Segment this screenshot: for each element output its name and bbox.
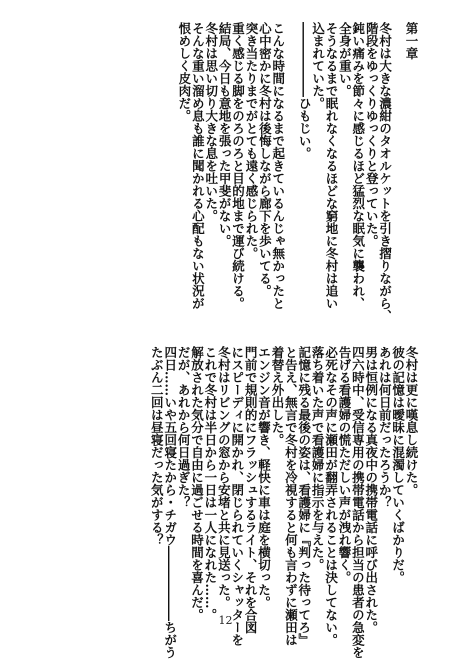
text-line: 記憶に残る最後の姿は、看護婦に『判った待ってろ』 bbox=[296, 346, 312, 646]
text-line: エンジン音が響き、軽快に車は庭を横切った。 bbox=[256, 346, 272, 609]
text-line: 冬村は思い切り大きな息を吐いた。 bbox=[203, 22, 219, 222]
text-line: そうなるまで眠れなくなるほどな窮地に冬村は追い bbox=[323, 22, 339, 310]
upper-text-block bbox=[178, 22, 419, 322]
text-line: 全身が重い。 bbox=[337, 22, 353, 97]
text-line: これで冬村は半日から一日は一人になれた……。 bbox=[202, 346, 218, 621]
text-line: 結局、今日も意地を張った甲斐がない。 bbox=[217, 22, 233, 247]
text-line: 四日……いや五回寝たから・チガウ――――――ちがう bbox=[162, 346, 178, 659]
page-number: 12 bbox=[218, 614, 233, 627]
text-line: 彼の記憶は曖昧に混濁していくばかりだ。 bbox=[390, 346, 406, 584]
text-line: 心中密かに冬村は後悔しながら廊下を歩いてる。 bbox=[257, 22, 273, 297]
text-line: 門前で規則的にフラッシュするライト、それを合図 bbox=[243, 346, 259, 634]
text-line: 恨めしく皮肉だ。 bbox=[176, 22, 192, 122]
text-line: あれは何日前だったろうか？ bbox=[377, 346, 393, 509]
blank-line bbox=[392, 22, 405, 322]
text-line: 鈍い痛みを節々に感じるほど猛烈な眠気に襲われ、 bbox=[350, 22, 366, 310]
text-line: 男は恒例になる真夜中の携帯電話に呼び出された。 bbox=[363, 346, 379, 634]
text-line: 着替え外出した。 bbox=[269, 346, 285, 446]
text-line: たぶん二回は昼寝だった気がする？ bbox=[149, 346, 165, 546]
text-line: 突き当たりまでがとても遠く感じられた。 bbox=[243, 22, 259, 260]
text-line: 四六時中、受信専用の携帯電話から担当の患者の急変を bbox=[350, 346, 366, 659]
text-line: 解放された気分で自由に過ごせる時間を喜んだ。 bbox=[189, 346, 205, 621]
text-line: そんな重い溜め息も誰に聞かれる心配もない状況が bbox=[190, 22, 206, 310]
text-line: 冬村は更に嘆息し続けた。 bbox=[404, 346, 419, 496]
text-line: こんな時間になるまで起きているんじゃ無かったと bbox=[270, 22, 286, 310]
text-line: にスピーディに開かれ、閉じられていくシャッターを bbox=[229, 346, 245, 646]
text-line: と告え、無言で冬村を冷視すると何も言わずに瀬田は bbox=[283, 346, 299, 646]
text-line: 階段をゆっくりゆっくりと登っていた。 bbox=[364, 22, 380, 247]
text-line: 重く感じる脚をのろのろと目的地まで運び続ける。 bbox=[230, 22, 246, 310]
text-line: 必死なその声に瀬田が翻弄されることは決してない。 bbox=[323, 346, 339, 646]
chapter-heading: 第一章 bbox=[404, 22, 419, 60]
blank-line bbox=[285, 22, 298, 322]
text-line: 冬村はリビングの窓から安堵と共に見送った。 bbox=[216, 346, 232, 609]
text-line: ――――――ひもじい。 bbox=[297, 22, 313, 160]
text-line: だが、あれから何日過ぎた？ bbox=[176, 346, 192, 509]
text-line: 告げる看護婦の慌ただしい声が洩れ響く。 bbox=[336, 346, 352, 584]
text-line: 落ち着いた声で看護婦に指示を与えた。 bbox=[310, 346, 326, 571]
text-line: 冬村は大きな濃紺のタオルケットを引き摺りながら、 bbox=[377, 22, 393, 322]
text-line: 込まれていた。 bbox=[310, 22, 326, 110]
